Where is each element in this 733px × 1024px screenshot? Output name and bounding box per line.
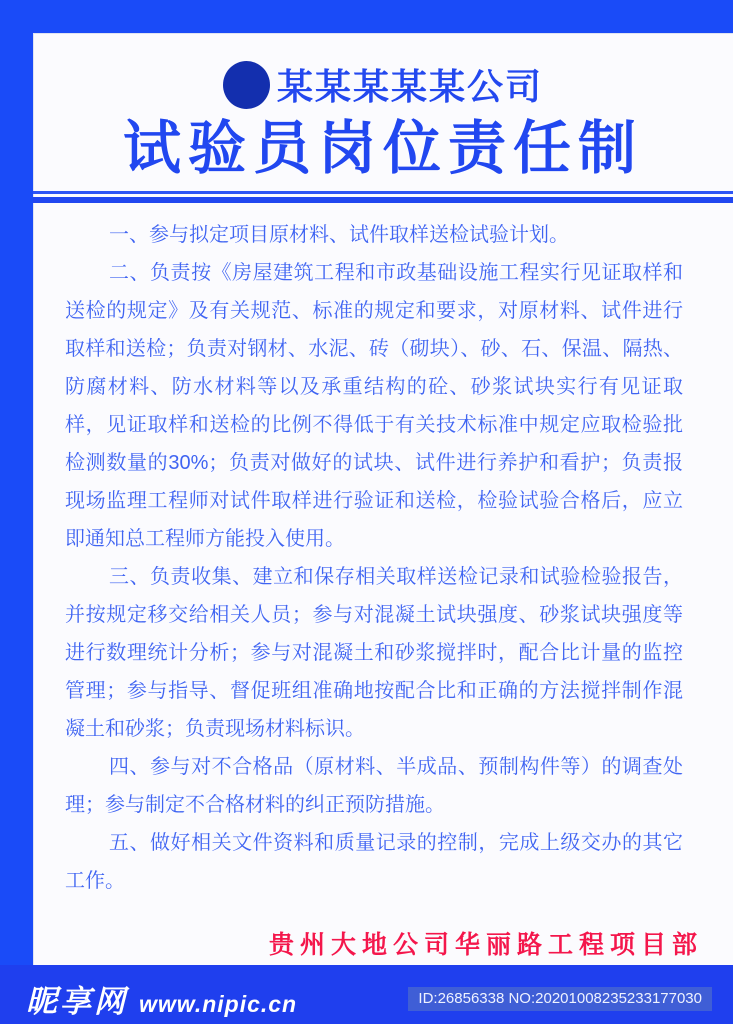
company-logo-icon — [223, 61, 270, 109]
document-paper — [33, 33, 733, 965]
watermark-bar — [0, 965, 733, 1024]
company-name: 某某某某某公司 — [276, 66, 543, 107]
paragraph-item-1: 一、参与拟定项目原材料、试件取样送检试验计划。 — [109, 224, 569, 246]
site-url-text: www.nipic.cn — [139, 991, 298, 1017]
paragraph-item-4: 四、参与对不合格品（原材料、半成品、预制构件等）的调查处理；参与制定不合格材料的纠正预防措施。 — [65, 756, 683, 816]
project-department-signature: 贵州大地公司华丽路工程项目部 — [268, 932, 703, 959]
header-divider-thin — [33, 191, 733, 194]
paragraph-item-2: 二、负责按《房屋建筑工程和市政基础设施工程实行见证取样和送检的规定》及有关规范、标准的规定和要求，对原材料、试件进行取样和送检；负责对钢材、水泥、砖（砌块）、砂、石、保温、隔热、防腐材料、防水材料等以及承重结构的砼、砂浆试块实行有见证取样，见证取样和送检的比例不得低于有关技术标准中规定应取检验批检测数量的30%；负责对做好的试块、试件进行养护和看护；负责报现场监理工程师对试件取样进行验证和送检，检验试验合格后，应立即通知总工程师方能投入使用。 — [65, 262, 683, 550]
page-title: 试验员岗位责任制 — [122, 116, 643, 181]
paragraph-item-5: 五、做好相关文件资料和质量记录的控制，完成上级交办的其它工作。 — [65, 832, 683, 892]
image-id-badge: ID:26856338 NO:20201008235233177030 — [408, 987, 712, 1011]
site-brand — [26, 976, 297, 1021]
nipic-logo: 昵享网 — [26, 984, 128, 1019]
company-header — [33, 59, 733, 110]
paragraph-item-3: 三、负责收集、建立和保存相关取样送检记录和试验检验报告，并按规定移交给相关人员；参与对混凝土试块强度、砂浆试块强度等进行数理统计分析；参与对混凝土和砂浆搅拌时，配合比计量的监控管理；参与指导、督促班组准确地按配合比和正确的方法搅拌制作混凝土和砂浆；负责现场材料标识。 — [65, 566, 683, 740]
document-body — [33, 203, 733, 900]
